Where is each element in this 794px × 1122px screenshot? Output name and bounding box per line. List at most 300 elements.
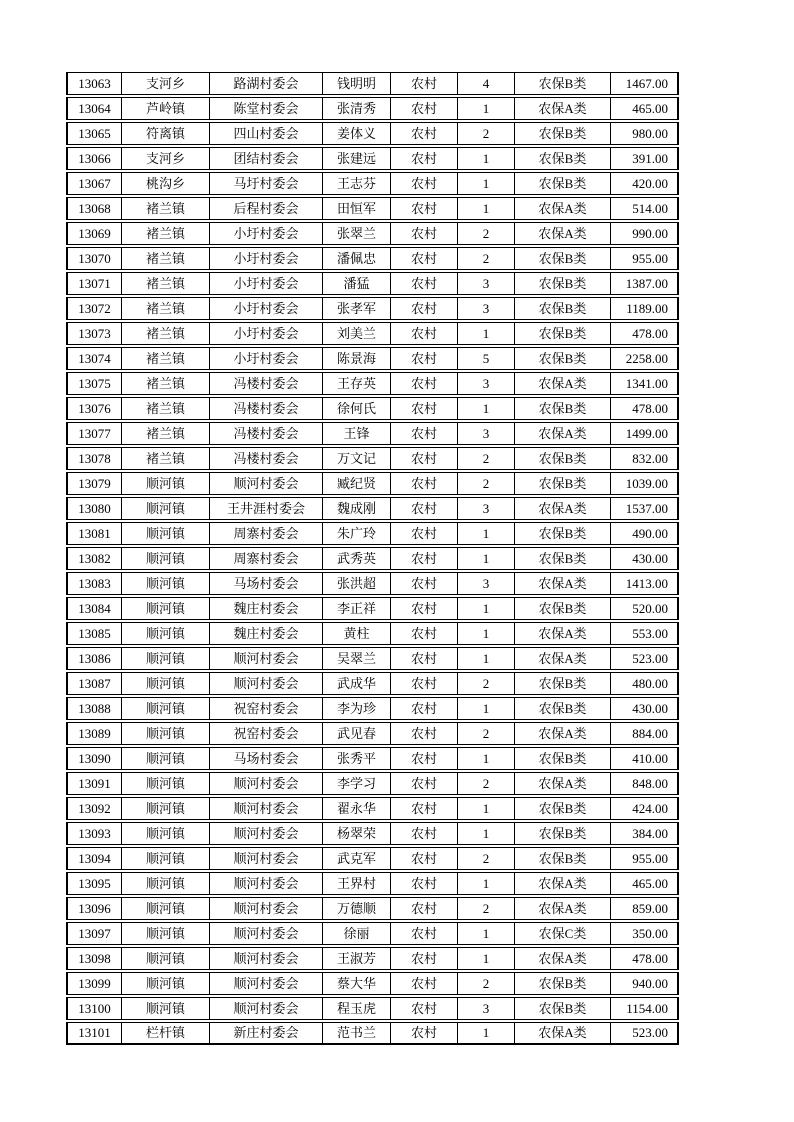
table-row [66, 422, 679, 445]
cell-count: 1 [458, 822, 515, 845]
cell-area-type: 农村 [391, 747, 458, 770]
cell-count: 2 [458, 122, 515, 145]
cell-person-name: 武成华 [323, 672, 391, 695]
table-row [66, 197, 679, 220]
cell-village-committee: 冯楼村委会 [210, 397, 323, 420]
cell-area-type: 农村 [391, 547, 458, 570]
cell-record-id: 13074 [66, 347, 122, 370]
cell-count: 1 [458, 172, 515, 195]
table-row [66, 522, 679, 545]
cell-area-type: 农村 [391, 197, 458, 220]
cell-count: 3 [458, 422, 515, 445]
cell-insurance-category: 农保A类 [515, 97, 611, 120]
cell-village-committee: 顺河村委会 [210, 897, 323, 920]
cell-count: 1 [458, 197, 515, 220]
cell-person-name: 范书兰 [323, 1022, 391, 1045]
cell-area-type: 农村 [391, 422, 458, 445]
cell-count: 1 [458, 947, 515, 970]
cell-area-type: 农村 [391, 222, 458, 245]
cell-village-committee: 顺河村委会 [210, 672, 323, 695]
cell-town: 褚兰镇 [122, 297, 210, 320]
table-row [66, 72, 679, 95]
cell-record-id: 13086 [66, 647, 122, 670]
table-row [66, 372, 679, 395]
cell-insurance-category: 农保B类 [515, 247, 611, 270]
table-row [66, 647, 679, 670]
table-row [66, 247, 679, 270]
cell-village-committee: 小圩村委会 [210, 347, 323, 370]
table-row [66, 147, 679, 170]
cell-insurance-category: 农保B类 [515, 297, 611, 320]
cell-area-type: 农村 [391, 847, 458, 870]
cell-village-committee: 顺河村委会 [210, 472, 323, 495]
cell-count: 1 [458, 797, 515, 820]
cell-person-name: 刘美兰 [323, 322, 391, 345]
cell-insurance-category: 农保A类 [515, 722, 611, 745]
cell-count: 2 [458, 447, 515, 470]
cell-insurance-category: 农保A类 [515, 647, 611, 670]
cell-village-committee: 团结村委会 [210, 147, 323, 170]
cell-record-id: 13094 [66, 847, 122, 870]
cell-record-id: 13079 [66, 472, 122, 495]
cell-insurance-category: 农保A类 [515, 572, 611, 595]
cell-amount: 478.00 [611, 397, 679, 420]
cell-amount: 420.00 [611, 172, 679, 195]
cell-count: 5 [458, 347, 515, 370]
cell-count: 1 [458, 322, 515, 345]
table-row [66, 572, 679, 595]
cell-record-id: 13097 [66, 922, 122, 945]
cell-count: 2 [458, 472, 515, 495]
cell-village-committee: 顺河村委会 [210, 647, 323, 670]
cell-amount: 1413.00 [611, 572, 679, 595]
cell-person-name: 黄柱 [323, 622, 391, 645]
cell-amount: 430.00 [611, 547, 679, 570]
cell-record-id: 13080 [66, 497, 122, 520]
cell-count: 3 [458, 997, 515, 1020]
table-row [66, 497, 679, 520]
cell-area-type: 农村 [391, 347, 458, 370]
cell-area-type: 农村 [391, 947, 458, 970]
cell-amount: 490.00 [611, 522, 679, 545]
cell-village-committee: 小圩村委会 [210, 322, 323, 345]
cell-town: 顺河镇 [122, 922, 210, 945]
cell-town: 支河乡 [122, 72, 210, 95]
cell-amount: 1537.00 [611, 497, 679, 520]
cell-area-type: 农村 [391, 247, 458, 270]
cell-record-id: 13093 [66, 822, 122, 845]
cell-amount: 465.00 [611, 97, 679, 120]
cell-insurance-category: 农保B类 [515, 397, 611, 420]
cell-amount: 523.00 [611, 1022, 679, 1045]
cell-amount: 1341.00 [611, 372, 679, 395]
cell-area-type: 农村 [391, 772, 458, 795]
cell-town: 芦岭镇 [122, 97, 210, 120]
cell-area-type: 农村 [391, 397, 458, 420]
cell-amount: 523.00 [611, 647, 679, 670]
cell-person-name: 魏成刚 [323, 497, 391, 520]
table-row [66, 797, 679, 820]
cell-insurance-category: 农保B类 [515, 847, 611, 870]
cell-person-name: 张翠兰 [323, 222, 391, 245]
cell-amount: 980.00 [611, 122, 679, 145]
cell-record-id: 13065 [66, 122, 122, 145]
table-row [66, 597, 679, 620]
table-row [66, 897, 679, 920]
cell-amount: 1467.00 [611, 72, 679, 95]
cell-town: 顺河镇 [122, 797, 210, 820]
cell-person-name: 张孝军 [323, 297, 391, 320]
table-row [66, 97, 679, 120]
cell-area-type: 农村 [391, 997, 458, 1020]
cell-insurance-category: 农保B类 [515, 72, 611, 95]
cell-area-type: 农村 [391, 922, 458, 945]
cell-village-committee: 顺河村委会 [210, 847, 323, 870]
table-row [66, 322, 679, 345]
cell-insurance-category: 农保A类 [515, 772, 611, 795]
cell-person-name: 徐丽 [323, 922, 391, 945]
cell-count: 1 [458, 872, 515, 895]
cell-area-type: 农村 [391, 822, 458, 845]
cell-person-name: 王淑芳 [323, 947, 391, 970]
cell-town: 褚兰镇 [122, 272, 210, 295]
cell-insurance-category: 农保C类 [515, 922, 611, 945]
cell-amount: 940.00 [611, 972, 679, 995]
cell-count: 3 [458, 272, 515, 295]
cell-count: 3 [458, 572, 515, 595]
cell-record-id: 13098 [66, 947, 122, 970]
cell-village-committee: 冯楼村委会 [210, 422, 323, 445]
cell-town: 褚兰镇 [122, 397, 210, 420]
cell-insurance-category: 农保B类 [515, 972, 611, 995]
cell-count: 2 [458, 722, 515, 745]
cell-village-committee: 顺河村委会 [210, 997, 323, 1020]
cell-town: 顺河镇 [122, 747, 210, 770]
cell-insurance-category: 农保A类 [515, 1022, 611, 1045]
cell-town: 褚兰镇 [122, 372, 210, 395]
cell-count: 1 [458, 597, 515, 620]
cell-count: 2 [458, 222, 515, 245]
cell-person-name: 姜体义 [323, 122, 391, 145]
cell-area-type: 农村 [391, 647, 458, 670]
cell-village-committee: 小圩村委会 [210, 247, 323, 270]
cell-village-committee: 魏庄村委会 [210, 597, 323, 620]
cell-count: 3 [458, 297, 515, 320]
table-row [66, 922, 679, 945]
table-row [66, 947, 679, 970]
cell-record-id: 13078 [66, 447, 122, 470]
cell-village-committee: 小圩村委会 [210, 297, 323, 320]
cell-person-name: 王锋 [323, 422, 391, 445]
cell-amount: 1154.00 [611, 997, 679, 1020]
cell-record-id: 13075 [66, 372, 122, 395]
cell-area-type: 农村 [391, 297, 458, 320]
cell-insurance-category: 农保B类 [515, 697, 611, 720]
cell-record-id: 13088 [66, 697, 122, 720]
cell-insurance-category: 农保A类 [515, 197, 611, 220]
cell-town: 桃沟乡 [122, 172, 210, 195]
cell-person-name: 潘佩忠 [323, 247, 391, 270]
cell-insurance-category: 农保A类 [515, 897, 611, 920]
cell-village-committee: 陈堂村委会 [210, 97, 323, 120]
cell-person-name: 徐何氏 [323, 397, 391, 420]
cell-village-committee: 顺河村委会 [210, 772, 323, 795]
cell-record-id: 13063 [66, 72, 122, 95]
cell-record-id: 13095 [66, 872, 122, 895]
cell-count: 2 [458, 672, 515, 695]
cell-person-name: 张清秀 [323, 97, 391, 120]
cell-area-type: 农村 [391, 122, 458, 145]
table-row [66, 997, 679, 1020]
cell-person-name: 臧纪贤 [323, 472, 391, 495]
cell-person-name: 张建远 [323, 147, 391, 170]
cell-count: 1 [458, 922, 515, 945]
cell-town: 褚兰镇 [122, 422, 210, 445]
records-table [66, 70, 679, 1047]
cell-record-id: 13077 [66, 422, 122, 445]
table-row [66, 972, 679, 995]
cell-record-id: 13073 [66, 322, 122, 345]
cell-town: 顺河镇 [122, 472, 210, 495]
cell-insurance-category: 农保B类 [515, 322, 611, 345]
cell-town: 符离镇 [122, 122, 210, 145]
cell-amount: 478.00 [611, 947, 679, 970]
cell-town: 褚兰镇 [122, 347, 210, 370]
cell-person-name: 朱广玲 [323, 522, 391, 545]
cell-record-id: 13085 [66, 622, 122, 645]
cell-record-id: 13076 [66, 397, 122, 420]
cell-amount: 480.00 [611, 672, 679, 695]
table-row [66, 347, 679, 370]
cell-insurance-category: 农保B类 [515, 472, 611, 495]
cell-town: 顺河镇 [122, 947, 210, 970]
cell-area-type: 农村 [391, 272, 458, 295]
cell-insurance-category: 农保A类 [515, 222, 611, 245]
cell-area-type: 农村 [391, 672, 458, 695]
cell-person-name: 万文记 [323, 447, 391, 470]
cell-record-id: 13069 [66, 222, 122, 245]
cell-area-type: 农村 [391, 97, 458, 120]
cell-insurance-category: 农保B类 [515, 672, 611, 695]
cell-area-type: 农村 [391, 797, 458, 820]
table-row [66, 122, 679, 145]
cell-village-committee: 祝窑村委会 [210, 722, 323, 745]
cell-insurance-category: 农保B类 [515, 272, 611, 295]
cell-amount: 391.00 [611, 147, 679, 170]
cell-record-id: 13096 [66, 897, 122, 920]
cell-person-name: 程玉虎 [323, 997, 391, 1020]
cell-insurance-category: 农保B类 [515, 597, 611, 620]
cell-amount: 955.00 [611, 247, 679, 270]
cell-area-type: 农村 [391, 872, 458, 895]
cell-record-id: 13087 [66, 672, 122, 695]
cell-count: 3 [458, 497, 515, 520]
cell-count: 2 [458, 972, 515, 995]
cell-person-name: 张洪超 [323, 572, 391, 595]
cell-town: 顺河镇 [122, 697, 210, 720]
cell-record-id: 13084 [66, 597, 122, 620]
cell-town: 顺河镇 [122, 497, 210, 520]
cell-record-id: 13071 [66, 272, 122, 295]
records-table-body [66, 72, 679, 1045]
cell-village-committee: 顺河村委会 [210, 797, 323, 820]
cell-town: 褚兰镇 [122, 222, 210, 245]
cell-village-committee: 顺河村委会 [210, 972, 323, 995]
cell-record-id: 13099 [66, 972, 122, 995]
cell-amount: 410.00 [611, 747, 679, 770]
cell-person-name: 杨翠荣 [323, 822, 391, 845]
cell-village-committee: 路湖村委会 [210, 72, 323, 95]
cell-amount: 859.00 [611, 897, 679, 920]
cell-person-name: 李为珍 [323, 697, 391, 720]
table-row [66, 1022, 679, 1045]
cell-person-name: 王存英 [323, 372, 391, 395]
cell-town: 栏杆镇 [122, 1022, 210, 1045]
cell-record-id: 13100 [66, 997, 122, 1020]
table-row [66, 697, 679, 720]
cell-area-type: 农村 [391, 497, 458, 520]
cell-count: 2 [458, 772, 515, 795]
cell-amount: 478.00 [611, 322, 679, 345]
cell-village-committee: 王井涯村委会 [210, 497, 323, 520]
cell-count: 1 [458, 147, 515, 170]
cell-amount: 514.00 [611, 197, 679, 220]
table-row [66, 722, 679, 745]
cell-person-name: 武克军 [323, 847, 391, 870]
cell-amount: 350.00 [611, 922, 679, 945]
cell-town: 褚兰镇 [122, 447, 210, 470]
cell-area-type: 农村 [391, 622, 458, 645]
cell-area-type: 农村 [391, 1022, 458, 1045]
cell-village-committee: 马场村委会 [210, 747, 323, 770]
cell-record-id: 13066 [66, 147, 122, 170]
cell-amount: 1189.00 [611, 297, 679, 320]
cell-person-name: 吴翠兰 [323, 647, 391, 670]
table-row [66, 272, 679, 295]
cell-area-type: 农村 [391, 897, 458, 920]
table-row [66, 747, 679, 770]
cell-amount: 990.00 [611, 222, 679, 245]
cell-insurance-category: 农保A类 [515, 422, 611, 445]
cell-insurance-category: 农保B类 [515, 172, 611, 195]
cell-area-type: 农村 [391, 722, 458, 745]
cell-amount: 430.00 [611, 697, 679, 720]
cell-insurance-category: 农保B类 [515, 822, 611, 845]
cell-count: 1 [458, 647, 515, 670]
cell-person-name: 张秀平 [323, 747, 391, 770]
table-row [66, 547, 679, 570]
cell-insurance-category: 农保A类 [515, 947, 611, 970]
cell-area-type: 农村 [391, 597, 458, 620]
cell-town: 顺河镇 [122, 847, 210, 870]
cell-insurance-category: 农保B类 [515, 747, 611, 770]
cell-amount: 1387.00 [611, 272, 679, 295]
cell-town: 顺河镇 [122, 972, 210, 995]
cell-insurance-category: 农保B类 [515, 147, 611, 170]
cell-village-committee: 小圩村委会 [210, 222, 323, 245]
cell-count: 1 [458, 622, 515, 645]
cell-record-id: 13090 [66, 747, 122, 770]
cell-count: 3 [458, 372, 515, 395]
table-row [66, 772, 679, 795]
cell-village-committee: 顺河村委会 [210, 872, 323, 895]
cell-record-id: 13101 [66, 1022, 122, 1045]
cell-count: 1 [458, 547, 515, 570]
cell-village-committee: 冯楼村委会 [210, 372, 323, 395]
cell-insurance-category: 农保B类 [515, 547, 611, 570]
cell-insurance-category: 农保A类 [515, 497, 611, 520]
cell-area-type: 农村 [391, 322, 458, 345]
cell-village-committee: 周寨村委会 [210, 522, 323, 545]
cell-insurance-category: 农保B类 [515, 447, 611, 470]
cell-amount: 465.00 [611, 872, 679, 895]
cell-area-type: 农村 [391, 447, 458, 470]
table-row [66, 397, 679, 420]
cell-person-name: 武见春 [323, 722, 391, 745]
cell-town: 顺河镇 [122, 547, 210, 570]
cell-person-name: 李学习 [323, 772, 391, 795]
cell-village-committee: 马圩村委会 [210, 172, 323, 195]
table-row [66, 847, 679, 870]
cell-insurance-category: 农保B类 [515, 347, 611, 370]
cell-village-committee: 祝窑村委会 [210, 697, 323, 720]
table-row [66, 297, 679, 320]
cell-amount: 884.00 [611, 722, 679, 745]
table-row [66, 622, 679, 645]
cell-town: 顺河镇 [122, 872, 210, 895]
cell-town: 褚兰镇 [122, 322, 210, 345]
cell-amount: 2258.00 [611, 347, 679, 370]
cell-count: 2 [458, 897, 515, 920]
cell-village-committee: 新庄村委会 [210, 1022, 323, 1045]
table-row [66, 872, 679, 895]
cell-town: 顺河镇 [122, 772, 210, 795]
cell-record-id: 13092 [66, 797, 122, 820]
cell-area-type: 农村 [391, 172, 458, 195]
cell-count: 1 [458, 522, 515, 545]
cell-person-name: 潘猛 [323, 272, 391, 295]
cell-person-name: 翟永华 [323, 797, 391, 820]
cell-town: 顺河镇 [122, 522, 210, 545]
cell-count: 2 [458, 847, 515, 870]
cell-area-type: 农村 [391, 72, 458, 95]
cell-record-id: 13091 [66, 772, 122, 795]
cell-area-type: 农村 [391, 147, 458, 170]
table-row [66, 472, 679, 495]
cell-village-committee: 顺河村委会 [210, 947, 323, 970]
cell-insurance-category: 农保A类 [515, 872, 611, 895]
cell-area-type: 农村 [391, 697, 458, 720]
cell-record-id: 13064 [66, 97, 122, 120]
cell-town: 顺河镇 [122, 822, 210, 845]
cell-area-type: 农村 [391, 472, 458, 495]
cell-village-committee: 马场村委会 [210, 572, 323, 595]
cell-person-name: 王志芬 [323, 172, 391, 195]
cell-area-type: 农村 [391, 372, 458, 395]
cell-village-committee: 小圩村委会 [210, 272, 323, 295]
cell-count: 2 [458, 247, 515, 270]
cell-village-committee: 周寨村委会 [210, 547, 323, 570]
cell-town: 褚兰镇 [122, 197, 210, 220]
cell-record-id: 13070 [66, 247, 122, 270]
cell-town: 顺河镇 [122, 897, 210, 920]
cell-person-name: 蔡大华 [323, 972, 391, 995]
cell-person-name: 田恒军 [323, 197, 391, 220]
cell-amount: 553.00 [611, 622, 679, 645]
cell-amount: 520.00 [611, 597, 679, 620]
cell-person-name: 李正祥 [323, 597, 391, 620]
table-row [66, 672, 679, 695]
